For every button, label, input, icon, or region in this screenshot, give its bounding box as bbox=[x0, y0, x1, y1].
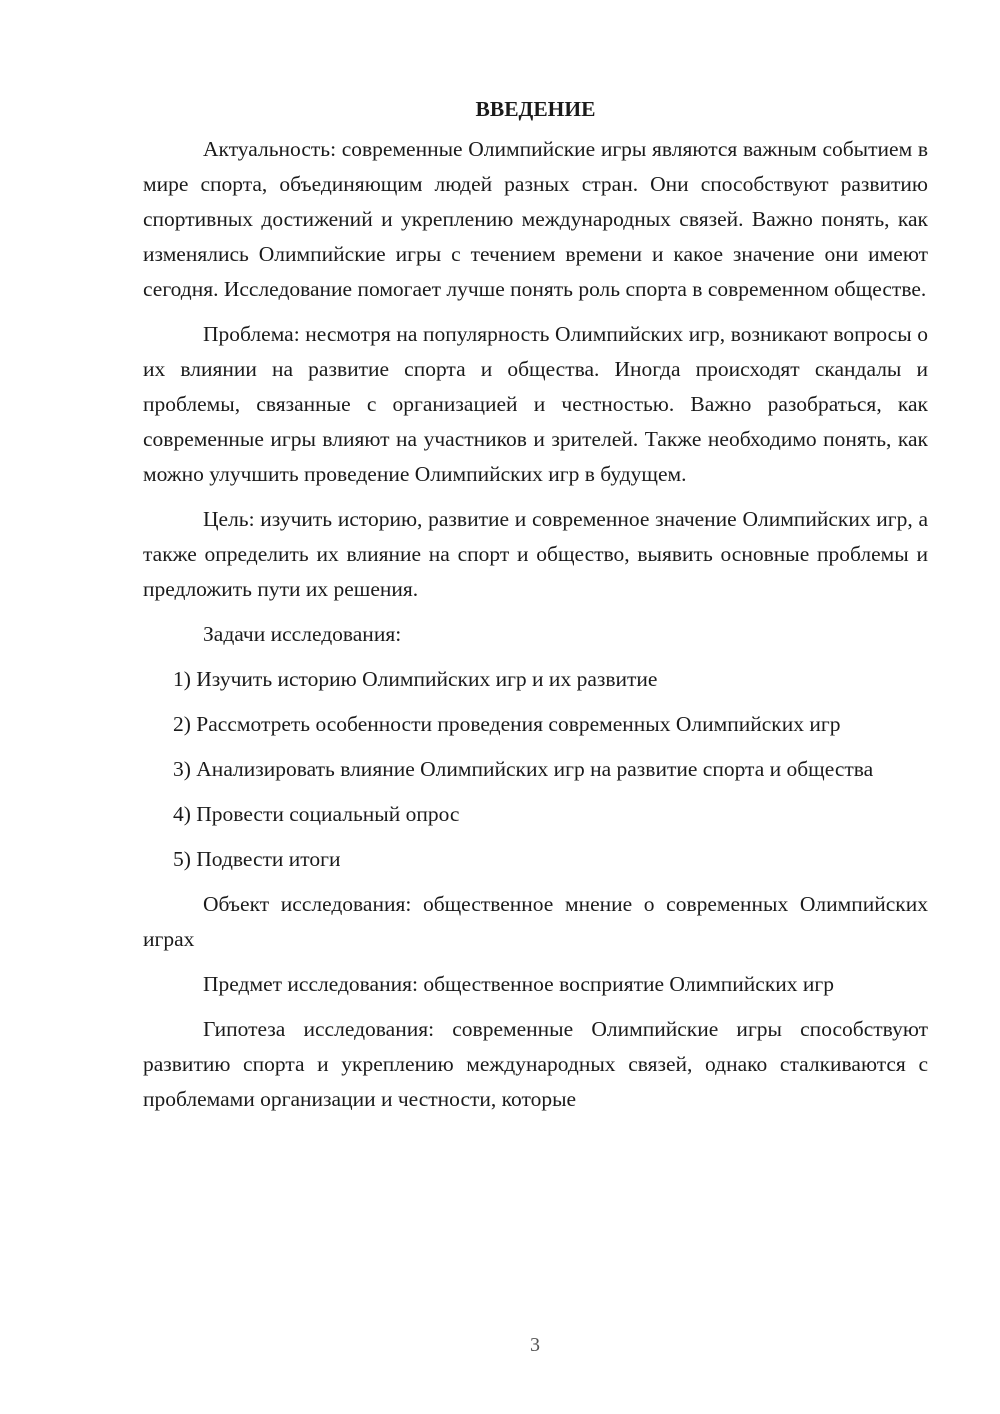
paragraph-object: Объект исследования: общественное мнение о современных Олимпийских играх bbox=[143, 892, 928, 951]
paragraph-hypothesis: Гипотеза исследования: современные Олимпийские игры способствуют развитию спорта и укреплению международных связей, однако сталкиваются с проблемами организации и честности, которые bbox=[143, 1017, 928, 1111]
task-item-1: 1) Изучить историю Олимпийских игр и их развитие bbox=[173, 667, 658, 691]
paragraph-relevance: Актуальность: современные Олимпийские игры являются важным событием в мире спорта, объединяющим людей разных стран. Они способствуют развитию спортивных достижений и укреплению международных связей. Важно понять, как изменялись Олимпийские игры с течением времени и какое значение они имеют сегодня. Исследование помогает лучше понять роль спорта в современном обществе. bbox=[143, 137, 928, 301]
paragraph-goal: Цель: изучить историю, развитие и современное значение Олимпийских игр, а также определить их влияние на спорт и общество, выявить основные проблемы и предложить пути их решения. bbox=[143, 507, 928, 601]
task-item-4: 4) Провести социальный опрос bbox=[173, 802, 460, 826]
paragraph-problem: Проблема: несмотря на популярность Олимпийских игр, возникают вопросы о их влиянии на развитие спорта и общества. Иногда происходят скандалы и проблемы, связанные с организацией и честностью. Важно разобраться, как современные игры влияют на участников и зрителей. Также необходимо понять, как можно улучшить проведение Олимпийских игр в будущем. bbox=[143, 322, 928, 486]
tasks-heading: Задачи исследования: bbox=[203, 622, 402, 646]
task-item-2: 2) Рассмотреть особенности проведения современных Олимпийских игр bbox=[173, 712, 841, 736]
page-content bbox=[143, 92, 928, 1127]
page-number: 3 bbox=[530, 1334, 540, 1356]
section-title: ВВЕДЕНИЕ bbox=[475, 97, 596, 121]
task-item-3: 3) Анализировать влияние Олимпийских игр на развитие спорта и общества bbox=[173, 757, 874, 781]
paragraph-subject: Предмет исследования: общественное восприятие Олимпийских игр bbox=[203, 972, 834, 996]
task-item-5: 5) Подвести итоги bbox=[173, 847, 341, 871]
